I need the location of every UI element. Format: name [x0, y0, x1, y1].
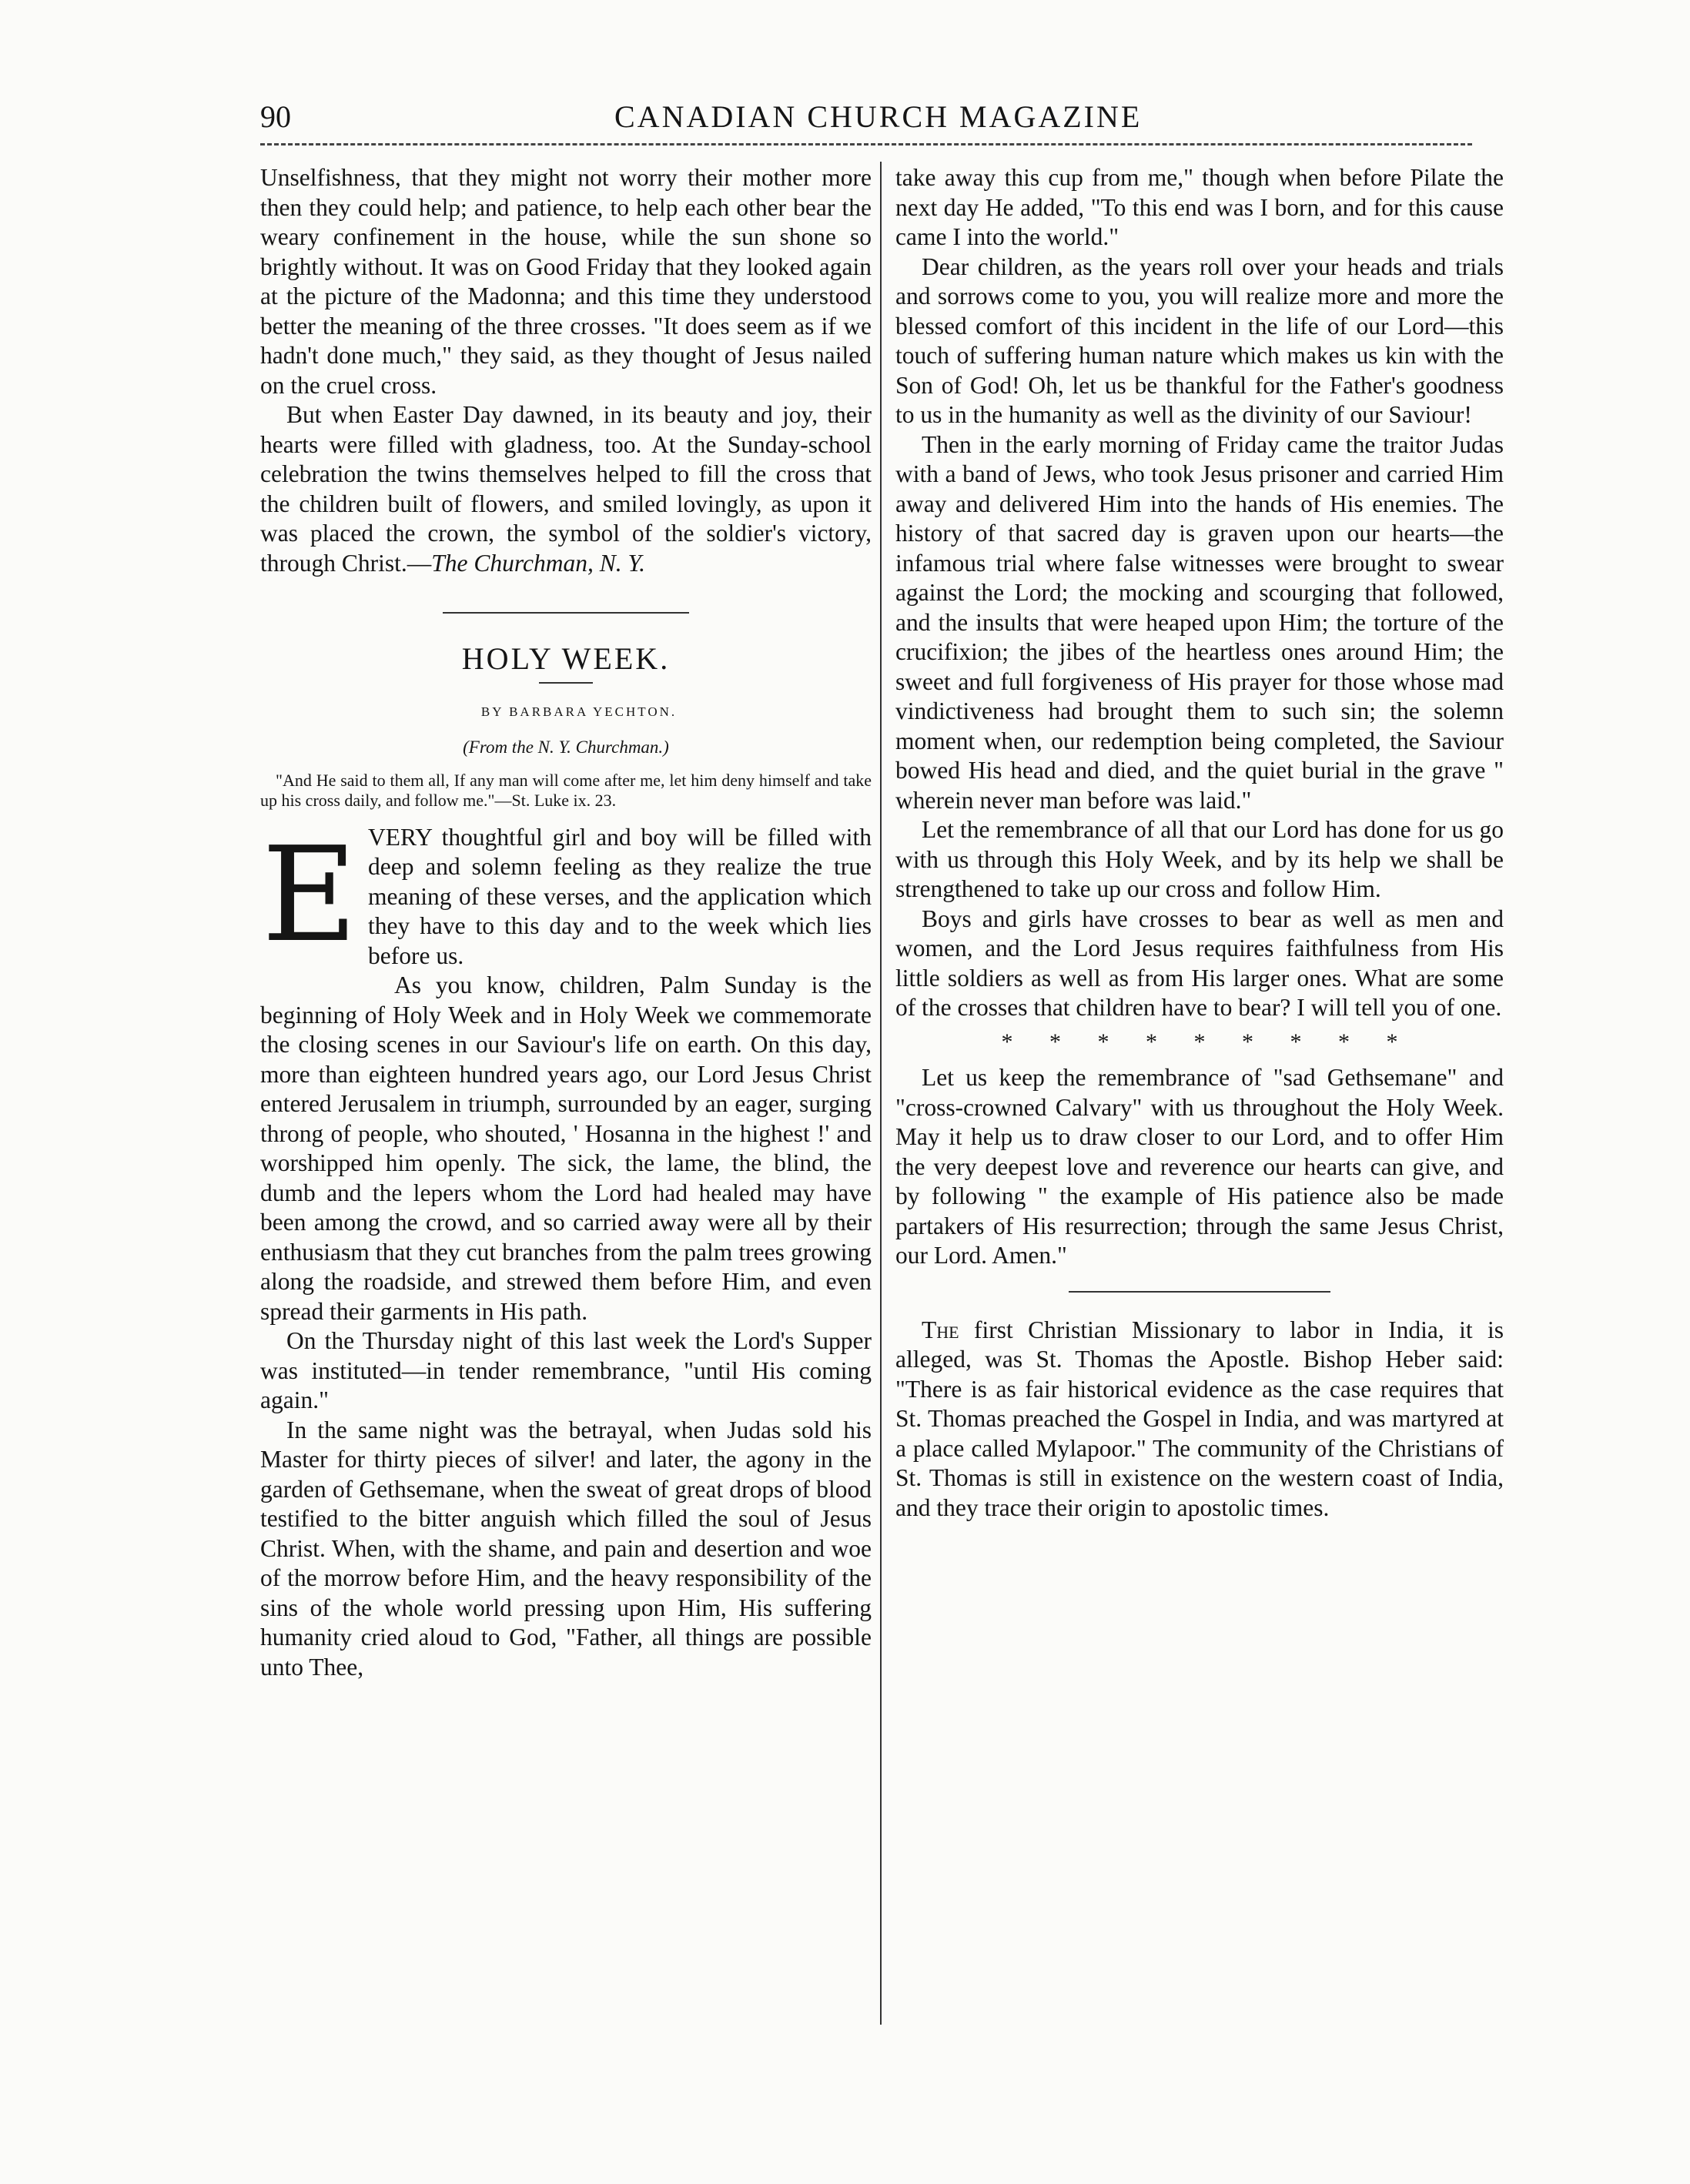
section-title: HOLY WEEK.: [461, 641, 671, 676]
paragraph: As you know, children, Palm Sunday is the beginning of Holy Week and in Holy Week we commemorate the closing scenes in our Saviour's life on earth. On this day, more than eighteen hundred years ago, our Lord Jesus Christ entered Jerusalem in triumph, surrounded by an eager, surging throng of people, who shouted, ' Hosanna in the highest !' and worshipped him openly. The sick, the lame, the blind, the dumb and the lepers whom the Lord had healed may have been among the crowd, and so carried away were all by their enthusiasm that they cut branches from the palm trees growing along the roadside, and strewed them before Him, and even spread their garments in His path.: [260, 972, 872, 1325]
paragraph: Let the remembrance of all that our Lord has done for us go with us through this Holy Week, and by its help we shall be strengthened to take up our cross and follow Him.: [895, 816, 1504, 902]
title-rule: [539, 682, 593, 684]
page-header: [260, 99, 1472, 145]
column-divider: [880, 162, 882, 2025]
epigraph: "And He said to them all, If any man will come after me, let him deny himself and take up his cross daily, and follow me."—St. Luke ix. 23.: [260, 770, 872, 810]
right-column: [895, 163, 1504, 1523]
paragraph: On the Thursday night of this last week the Lord's Supper was instituted—in tender remembrance, "until His coming again.": [260, 1327, 872, 1413]
ornamental-dropcap: E: [261, 818, 358, 972]
header-rule: [260, 143, 1472, 145]
paragraph: Let us keep the remembrance of "sad Gethsemane" and "cross-crowned Calvary" with us throughout the Holy Week. May it help us to draw closer to our Lord, and to offer Him the very deepest love and reverence our hearts can give, and by following " the example of His patience also be made partakers of His resurrection; through the same Jesus Christ, our Lord. Amen.": [895, 1064, 1504, 1269]
page-number: 90: [260, 99, 291, 134]
paragraph-text: But when Easter Day dawned, in its beauty and joy, their hearts were filled with gladness, too. At the Sunday-school celebration the twins themselves helped to fill the cross that the children built of flowers, and smiled lovingly, as upon it was placed the crown, the symbol of the soldier's victory, through Christ.—: [260, 401, 872, 577]
asterisk-separator: * * * * * * * * *: [1001, 1028, 1398, 1055]
section-rule: [443, 612, 689, 614]
article-source: (From the N. Y. Churchman.): [463, 737, 669, 757]
paragraph: Boys and girls have crosses to bear as well as men and women, and the Lord Jesus requires faithfulness from His little soldiers as well as from His larger ones. What are some of the crosses that children have to bear? I will tell you of one.: [895, 905, 1504, 1021]
paragraph: [260, 400, 872, 578]
running-title: CANADIAN CHURCH MAGAZINE: [614, 99, 1143, 134]
paragraph: Dear children, as the years roll over your heads and trials and sorrows come to you, you will realize more and more the blessed comfort of this incident in the life of our Lord—this touch of suffering human nature which makes us kin with the Son of God! Oh, let us be thankful for the Father's goodness to us in the humanity as well as the divinity of our Saviour!: [895, 253, 1504, 428]
paragraph: Then in the early morning of Friday came the traitor Judas with a band of Jews, who took Jesus prisoner and carried Him away and delivered Him into the hands of His enemies. The history of that sacred day is graven upon our hearts—the infamous trial where false witnesses were brought to swear against the Lord; the mocking and scourging that followed, and the insults that were heaped upon Him; the torture of the crucifixion; the jibes of the heartless ones around Him; the sweet and full forgiveness of His prayer for those whose mad vindictiveness had brought them to such sin; the solemn moment when, our redemption being completed, the Saviour bowed His head and died, and the quiet burial in the grave " wherein never man before was laid.": [895, 430, 1504, 814]
paragraph: In the same night was the betrayal, when Judas sold his Master for thirty pieces of silver! and later, the agony in the garden of Gethsemane, when the sweat of great drops of blood testified to the bitter anguish which filled the soul of Jesus Christ. When, with the shame, and pain and desertion and woe of the morrow before Him, and the heavy responsibility of the sins of the whole world pressing upon Him, His suffering humanity cried aloud to God, "Father, all things are possible unto Thee,: [260, 1416, 872, 1681]
lead-word: The: [922, 1316, 959, 1343]
paragraph: take away this cup from me," though when before Pilate the next day He added, "To this end was I born, and for this cause came I into the world.": [895, 164, 1504, 250]
paragraph-text: first Christian Missionary to labor in India, it is alleged, was St. Thomas the Apostle. Bishop Heber said: "There is as fair historical evidence as the case requires that St. Thomas preached the Gospel in India, and was martyred at a place called Mylapoor." The community of the Christians of St. Thomas is still in existence on the western coast of India, and they trace their origin to apostolic times.: [895, 1316, 1504, 1521]
paragraph-text: VERY thoughtful girl and boy will be filled with deep and solemn feeling as they realize the true meaning of these verses, and the application which they have to this day and to the week which lies before us.: [368, 823, 872, 969]
source-citation: The Churchman, N. Y.: [431, 549, 645, 577]
left-column: [260, 163, 872, 1682]
opening-paragraph: [260, 818, 872, 972]
author-byline: BY BARBARA YECHTON.: [480, 704, 678, 719]
paragraph: Unselfishness, that they might not worry their mother more then they could help; and patience, to help each other bear the weary confinement in the house, while the sun shone so brightly without. It was on Good Friday that they looked again at the picture of the Madonna; and this time they understood better the meaning of the three crosses. "It does seem as if we hadn't done much," they said, as they thought of Jesus nailed on the cruel cross.: [260, 164, 872, 399]
article-rule: [1069, 1291, 1330, 1293]
paragraph: [895, 1316, 1504, 1523]
